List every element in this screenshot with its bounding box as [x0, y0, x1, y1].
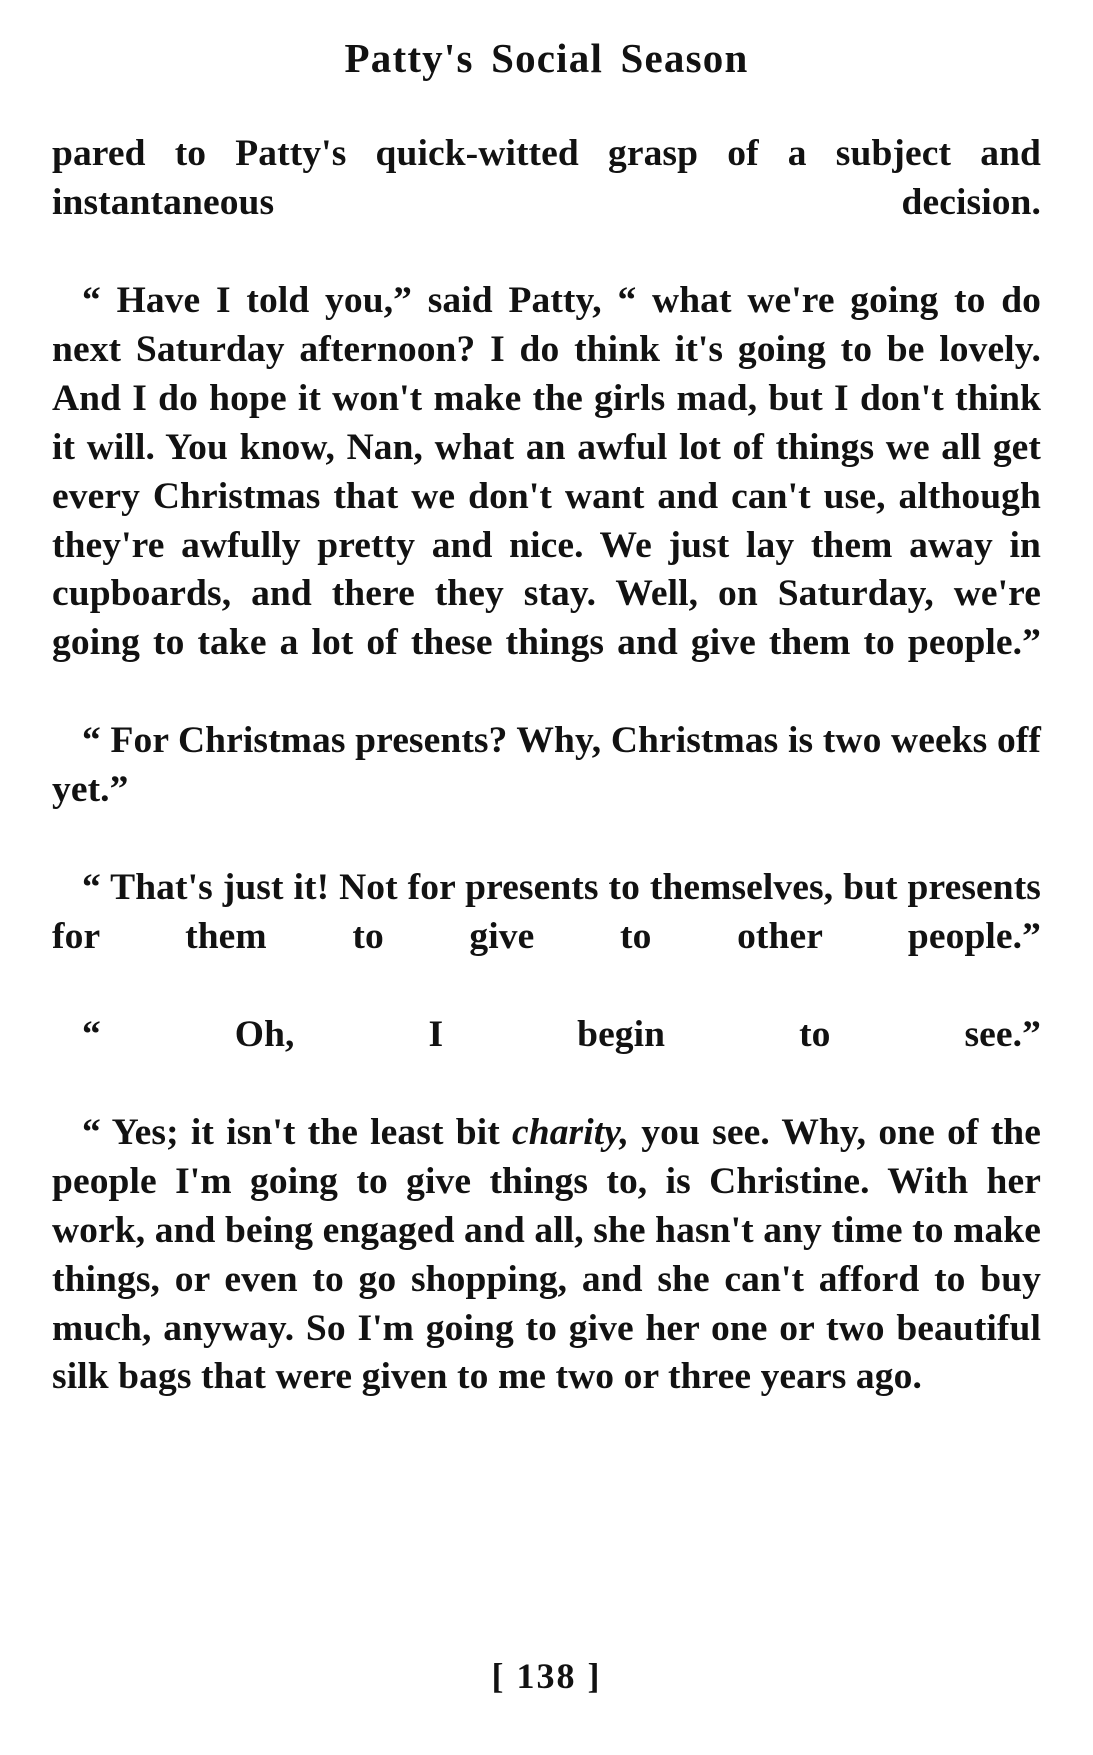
paragraph-2: “ Have I told you,” said Patty, “ what we're going to do next Saturday afternoon? I do think it's going to be lovely. And I do hope it won't make the girls mad, but I don't think it will. You know, Nan, what an awful lot of things we all get every Christmas that we don't want and can't use, although they're awfully pretty and nice. We just lay them away in cupboards, and there they stay. Well, on Saturday, we're going to take a lot of these things and give them to people.”: [52, 279, 1041, 664]
paragraph-6-pre: “ Yes; it isn't the least bit: [82, 1111, 512, 1153]
paragraph-6-post: you see. Why, one of the people I'm going to give things to, is Christine. With her work, and being engaged and all, she hasn't any time to make things, or even to go shopping, and she can't afford to buy much, anyway. So I'm going to give her one or two beautiful silk bags that were given to me two or three years ago.: [52, 1111, 1041, 1398]
paragraph-6: [52, 1109, 1041, 1403]
paragraph-1: pared to Patty's quick-witted grasp of a subject and instantaneous decision.: [52, 133, 1041, 223]
paragraph-3: “ For Christmas presents? Why, Christmas is two weeks off yet.”: [52, 720, 1041, 811]
paragraph-4: “ That's just it! Not for presents to themselves, but presents for them to give to other people.”: [52, 867, 1041, 957]
emphasis-charity: charity,: [512, 1111, 630, 1153]
page-body: [52, 130, 1041, 1402]
page-title: Patty's Social Season: [344, 35, 749, 81]
paragraph-5: “ Oh, I begin to see.”: [82, 1013, 1041, 1055]
page-number: [ 138 ]: [491, 1656, 602, 1696]
